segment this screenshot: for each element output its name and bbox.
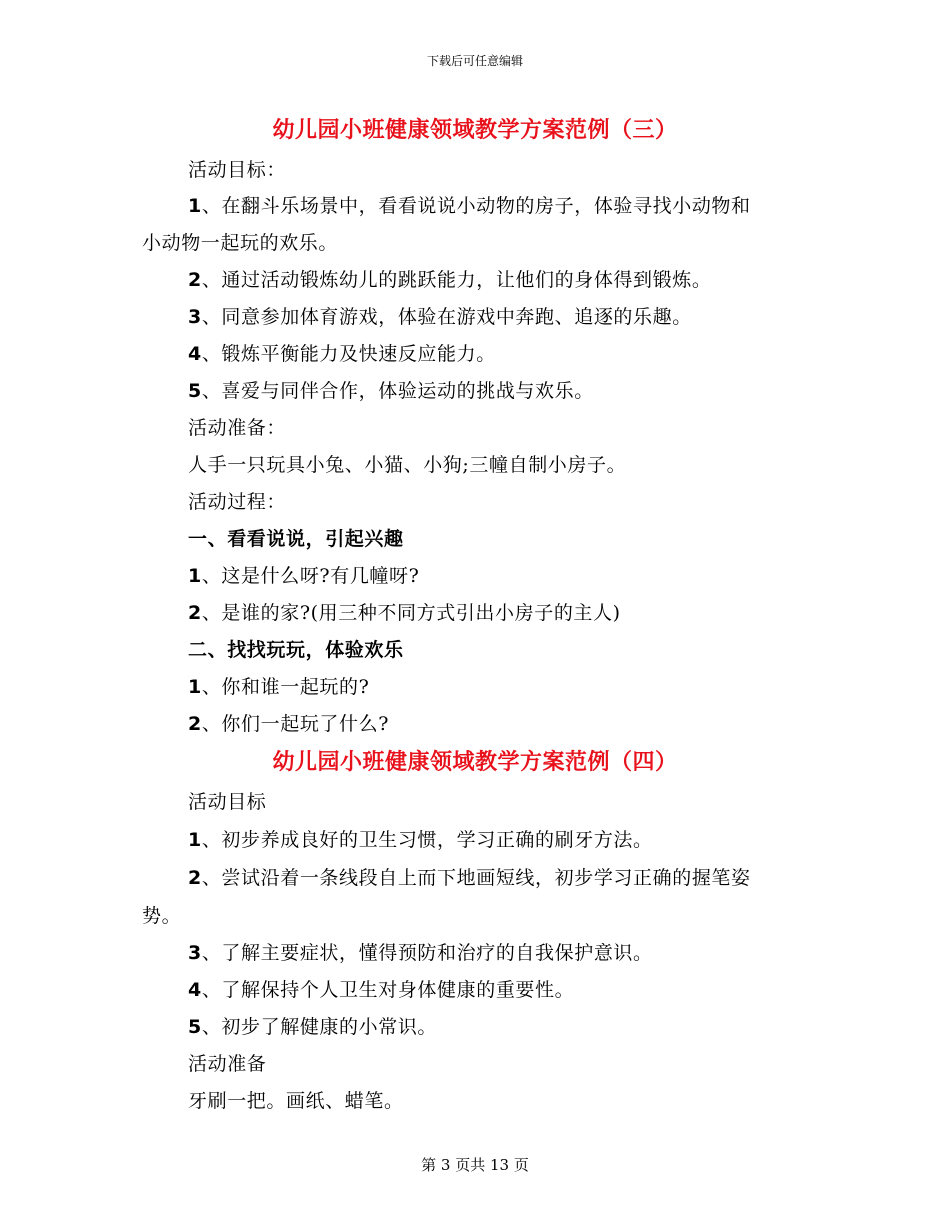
goal-item	[188, 340, 496, 368]
step-item	[188, 710, 389, 738]
item-text: 、喜爱与同伴合作，体验运动的挑战与欢乐。	[201, 380, 594, 402]
item-number: 4	[188, 979, 202, 1001]
item-text: 、你们一起玩了什么?	[201, 713, 390, 735]
item-number: 2	[188, 269, 202, 291]
goal-item	[188, 826, 653, 854]
prep-text: 人手一只玩具小兔、小猫、小狗;三幢自制小房子。	[188, 454, 627, 476]
item-text: 、了解主要症状，懂得预防和治疗的自我保护意识。	[201, 942, 653, 964]
item-number: 2	[188, 602, 202, 624]
item-text: 、你和谁一起玩的?	[201, 676, 370, 698]
prep-heading: 活动准备	[188, 1053, 267, 1075]
item-text: 、通过活动锻炼幼儿的跳跃能力，让他们的身体得到锻炼。	[201, 269, 712, 291]
item-text: 、在翻斗乐场景中，看看说说小动物的房子，体验寻找小动物和	[201, 195, 751, 217]
item-number: 1	[188, 829, 202, 851]
item-number: 5	[188, 380, 202, 402]
item-text: 、这是什么呀?有几幢呀?	[201, 565, 420, 587]
step-item	[188, 673, 369, 701]
goal-item	[188, 864, 751, 892]
goal-item-continuation: 小动物一起玩的欢乐。	[142, 232, 339, 254]
item-number: 3	[188, 306, 202, 328]
item-number: 3	[188, 942, 202, 964]
section-title: 幼儿园小班健康领域教学方案范例（三）	[272, 117, 678, 143]
item-number: 5	[188, 1016, 202, 1038]
goal-item	[188, 1013, 437, 1041]
item-text: 、同意参加体育游戏，体验在游戏中奔跑、追逐的乐趣。	[201, 306, 692, 328]
item-number: 2	[188, 867, 202, 889]
item-number: 2	[188, 713, 202, 735]
item-text: 、初步了解健康的小常识。	[201, 1016, 438, 1038]
item-number: 1	[188, 195, 202, 217]
item-number: 4	[188, 343, 202, 365]
item-text: 、初步养成良好的卫生习惯，学习正确的刷牙方法。	[201, 829, 653, 851]
page-footer: 第 3 页共 13 页	[421, 1156, 529, 1174]
section-title: 幼儿园小班健康领域教学方案范例（四）	[272, 749, 678, 775]
process-heading: 活动过程：	[188, 491, 287, 513]
goal-item-continuation: 势。	[142, 905, 182, 927]
prep-text: 牙刷一把。画纸、蜡笔。	[188, 1090, 404, 1112]
goal-item	[188, 377, 594, 405]
item-number: 1	[188, 676, 202, 698]
item-text: 、了解保持个人卫生对身体健康的重要性。	[201, 979, 575, 1001]
step-item	[188, 562, 419, 590]
item-text: 、尝试沿着一条线段自上而下地画短线，初步学习正确的握笔姿	[201, 867, 751, 889]
goal-item	[188, 266, 711, 294]
goal-item	[188, 976, 574, 1004]
step-heading: 一、看看说说，引起兴趣	[188, 528, 404, 550]
prep-heading: 活动准备：	[188, 417, 287, 439]
goal-item	[188, 303, 692, 331]
item-text: 、锻炼平衡能力及快速反应能力。	[201, 343, 496, 365]
step-item	[188, 599, 621, 627]
item-text: 、是谁的家?(用三种不同方式引出小房子的主人)	[201, 602, 621, 624]
goal-item	[188, 192, 751, 220]
goal-item	[188, 939, 653, 967]
item-number: 1	[188, 565, 202, 587]
goal-heading: 活动目标	[188, 791, 267, 813]
step-heading: 二、找找玩玩，体验欢乐	[188, 639, 404, 661]
header-note: 下载后可任意编辑	[426, 54, 523, 68]
goal-heading: 活动目标：	[188, 159, 287, 181]
